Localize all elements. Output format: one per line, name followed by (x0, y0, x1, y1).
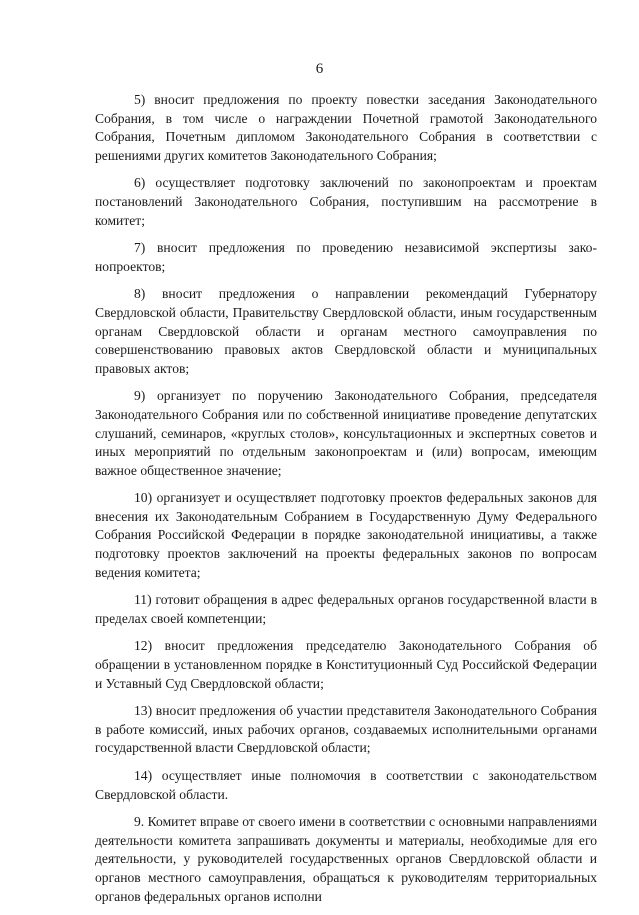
paragraph-item-9: 9) организует по поручению Законодательного Собрания, председателя Законодательного Собрания или по собственной инициативе проведение депутатских слушаний, семинаров, «круглых столов», консультационных и экспертных советов и иных мероприятий по отдельным законопроектам и (или) вопросам, имеющим важное общественное значение; (95, 388, 597, 478)
paragraph-item-7: 7) вносит предложения по проведению независимой экспертизы законопроектов; (95, 240, 597, 274)
paragraph-item-11: 11) готовит обращения в адрес федеральных органов государственной власти в пределах своей компетенции; (95, 592, 597, 626)
paragraph-item-8: 8) вносит предложения о направлении рекомендаций Губернатору Свердловской области, Правительству Свердловской области, иным государственным органам Свердловской области и органам местного самоуправления по совершенствованию правовых актов Свердловской области и муниципальных правовых актов; (95, 286, 597, 376)
page-number: 6 (315, 61, 324, 77)
paragraph-item-12: 12) вносит предложения председателю Законодательного Собрания об обращении в установленном порядке в Конституционный Суд Российской Федерации и Уставный Суд Свердловской области; (95, 638, 597, 691)
paragraph-item-13: 13) вносит предложения об участии представителя Законодательного Собрания в работе комиссий, иных рабочих органов, создаваемых исполнительными органами государственной власти Свердловской области; (95, 703, 597, 756)
paragraph-item-10: 10) организует и осуществляет подготовку проектов федеральных законов для внесения их Законодательным Собранием в Государственную Думу Федерального Собрания Российской Федерации в порядке законодательной инициативы, а также подготовку проектов заключений на проекты федеральных законов по вопросам ведения комитета; (95, 490, 597, 580)
paragraph-item-14: 14) осуществляет иные полномочия в соответствии с законодательством Свердловской области. (95, 768, 597, 802)
paragraph-item-6: 6) осуществляет подготовку заключений по законопроектам и проектам постановлений Законодательного Собрания, поступившим на рассмотрение в комитет; (95, 175, 597, 228)
paragraph-item-5: 5) вносит предложения по проекту повестки заседания Законодательного Собрания, в том числе о награждении Почетной грамотой Законодательного Собрания, Почетным дипломом Законодательного Собрания в соответствии с решениями других комитетов Законодательного Собрания; (95, 92, 597, 163)
document-body (95, 91, 597, 915)
paragraph-section-9: 9. Комитет вправе от своего имени в соответствии с основными направлениями деятельности комитета запрашивать документы и материалы, необходимые для его деятельности, у руководителей государственных органов Свердловской области и органов местного самоуправления, обращаться к руководителям территориальных органов федеральных органов исполни (95, 814, 597, 904)
